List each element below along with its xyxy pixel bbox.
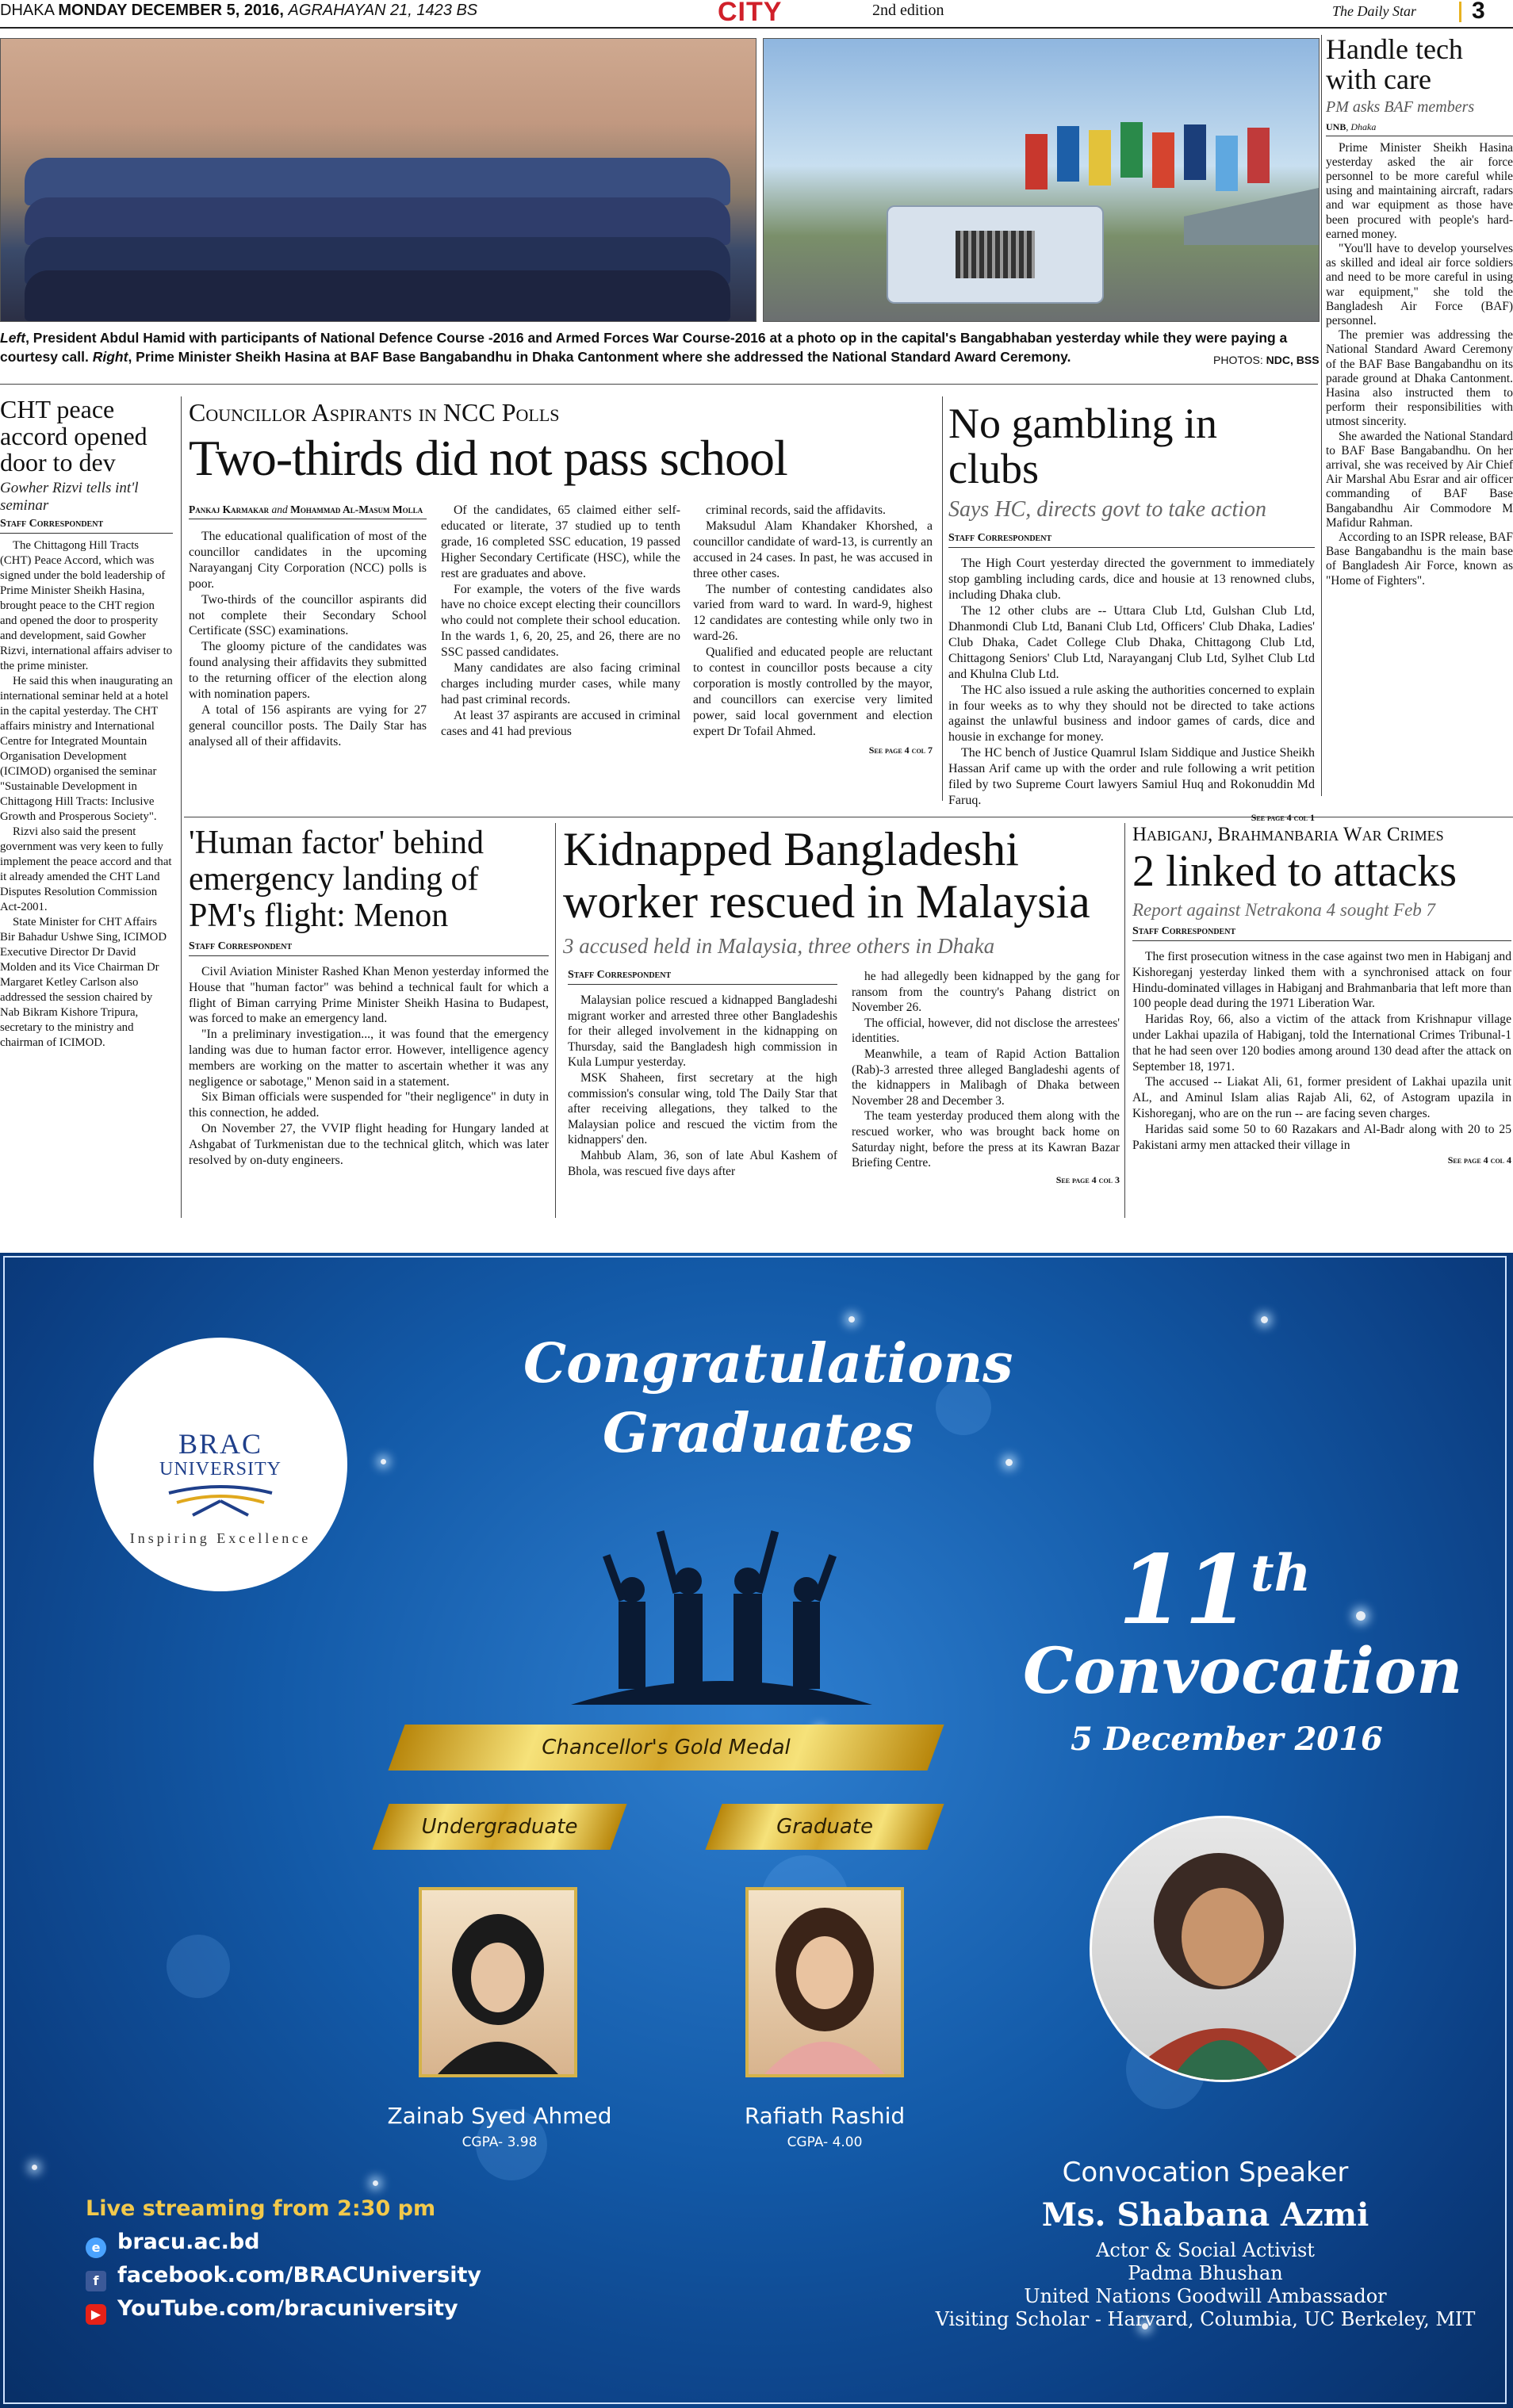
article-headline: Handle tech with care xyxy=(1326,33,1463,95)
facebook-icon: f xyxy=(86,2271,106,2291)
article-byline: Staff Correspondent xyxy=(1132,925,1511,941)
paragraph: Mahbub Alam, 36, son of late Abul Kashem of Bhola, was rescued five days after xyxy=(568,1148,837,1178)
article-subhead: Gowher Rizvi tells int'l seminar xyxy=(0,479,139,514)
caption-left-label: Left xyxy=(0,330,26,346)
live-streaming-text: Live streaming from 2:30 pm xyxy=(86,2196,436,2221)
article-headline: No gambling in clubs xyxy=(948,400,1217,492)
article-gambling xyxy=(948,401,1315,824)
paragraph: The 12 other clubs are -- Uttara Club Ltd, Gulshan Club Ltd, Dhanmondi Club Ltd, Banani Club Ltd, Officers' Club Dhaka, Ladies' Club Dhaka, Cadet College Club Dhaka, Chittagong Club Ltd, Chittagong Seniors' Club Ltd, Narayanganj Club Ltd, Sylhet Club Ltd and Khulna Club Ltd. xyxy=(948,604,1315,681)
issue-date: MONDAY DECEMBER 5, 2016, xyxy=(58,2,284,19)
caption-right-label: Right xyxy=(92,349,128,365)
article-byline: Staff Correspondent xyxy=(189,940,549,956)
flag xyxy=(1089,130,1111,186)
credit-label: PHOTOS: xyxy=(1213,354,1263,366)
paragraph: Malaysian police rescued a kidnapped Bangladeshi migrant worker and arrested three other Bangladeshis for their alleged involvement in the kidnapping on Thursday, said the Bangladesh high commission in Kula Lumpur yesterday. xyxy=(568,993,837,1070)
byline-location: Dhaka xyxy=(1350,121,1377,132)
article-headline: CHT peace accord opened door to dev xyxy=(0,395,147,477)
aircraft xyxy=(1184,174,1319,245)
paragraph: Qualified and educated people are reluctant to contest in councillor posts because a city corporation is mostly controlled by the mayor, and councillors can exercise very limited power, said local government and election expert Dr Tofail Ahmed. xyxy=(693,645,933,738)
byline-and: and xyxy=(271,503,288,515)
ordinal-suffix: th xyxy=(1251,1544,1312,1603)
paragraph: he had allegedly been kidnapped by the gang for ransom from the country's Pahang district on November 26. xyxy=(852,970,1120,1015)
paper-logo: The Daily Star xyxy=(1332,3,1416,19)
ncc-column-1 xyxy=(189,503,427,750)
paragraph: Haridas Roy, 66, also a victim of the attack from Krishnapur village under Lakhai upazila of Habiganj, told the International Crimes Tribunal-1 that he had seen over 120 bodies among around 130 dead after the attack on September 18, 1971. xyxy=(1132,1013,1511,1074)
jump-line[interactable]: See page 4 col 3 xyxy=(1055,1173,1120,1185)
city-dateline: DHAKA xyxy=(0,2,54,19)
ad-headline: Congratulations xyxy=(523,1332,1013,1395)
paragraph: "In a preliminary investigation..., it was found that the emergency landing was due to human factor error. However, intelligence agency members are working on the matter to ascertain whether it was any negligence or sabotage," Menon said in a statement. xyxy=(189,1028,549,1089)
paragraph: The High Court yesterday directed the government to immediately stop gambling including cards, dice and housie at 13 renowned clubs, including Dhaka club. xyxy=(948,557,1315,603)
graduate-2-cgpa: CGPA- 4.00 xyxy=(787,2134,863,2150)
jump-line[interactable]: See page 4 col 1 xyxy=(1251,811,1315,823)
youtube-icon: ▶ xyxy=(86,2304,106,2325)
graduate-label: Graduate xyxy=(776,1815,873,1839)
speaker-title: United Nations Goodwill Ambassador xyxy=(1024,2285,1387,2307)
paragraph: Maksudul Alam Khandaker Khorshed, a councillor candidate of ward-13, is currently an accused in 24 cases. In past, he was accused in three other cases. xyxy=(693,519,933,580)
article-malaysia xyxy=(563,823,1118,959)
speaker-title: Visiting Scholar - Harvard, Columbia, UC Berkeley, MIT xyxy=(935,2308,1476,2330)
paragraph: MSK Shaheen, first secretary at the high commission's consular wing, told The Daily Star that after receiving allegations, they talked to the Malaysian police and rescued the victim from the kidnappers' den. xyxy=(568,1070,837,1147)
graduate-1-name: Zainab Syed Ahmed xyxy=(387,2103,612,2129)
paragraph: The Chittagong Hill Tracts (CHT) Peace Accord, which was signed under the bold leadership of Prime Minister Sheikh Hasina, brought peace to the CHT region and opened the door to prosperity and development, said Gowher Rizvi, international affairs adviser to the prime minister. xyxy=(0,538,173,672)
paragraph: "You'll have to develop yourselves as skilled and ideal air force soldiers and need to be more careful in using war equipment," she told the Bangladesh Air Force (BAF) personnel. xyxy=(1326,242,1513,328)
article-ncc xyxy=(189,400,934,484)
article-byline: Staff Correspondent xyxy=(0,518,173,534)
byline-agency: UNB xyxy=(1326,121,1346,132)
paragraph: The number of contesting candidates also varied from ward to ward. In ward-9, highest 12 candidates are contesting while only two in ward-26. xyxy=(693,582,933,644)
logo-wordmark: BRAC xyxy=(178,1428,263,1460)
flag xyxy=(1025,134,1048,190)
parade-photo xyxy=(763,38,1320,322)
speaker-label: Convocation Speaker xyxy=(1062,2157,1349,2188)
photo-credit xyxy=(1213,354,1320,366)
paragraph: Civil Aviation Minister Rashed Khan Menon yesterday informed the House that "human factor" was behind a technical fault for which a flight of Biman carrying Prime Minister Sheikh Hasina to Budapest, was forced to make an emergency land. xyxy=(189,965,549,1026)
article-byline: Staff Correspondent xyxy=(568,969,837,985)
article-headline: Kidnapped Bangladeshi worker rescued in Malaysia xyxy=(563,823,1090,928)
article-body xyxy=(1326,141,1513,588)
section-name: CITY xyxy=(718,0,783,27)
paragraph: The HC bench of Justice Quamrul Islam Siddique and Justice Sheikh Hassan Arif came up with the order and rule following a writ petition filed by two Supreme Court lawyers Samiul Huq and Rokonuddin Md Faruq. xyxy=(948,746,1315,807)
convocation-date: 5 December 2016 xyxy=(1071,1721,1383,1758)
paragraph: Two-thirds of the councillor aspirants did not complete their Secondary School Certificate (SSC) examinations. xyxy=(189,592,427,638)
divider xyxy=(555,823,556,1218)
article-subhead: Report against Netrakona 4 sought Feb 7 xyxy=(1132,900,1436,921)
dateline xyxy=(0,2,477,20)
article-war-crimes xyxy=(1132,825,1511,1166)
parade-jeep xyxy=(887,205,1104,304)
paragraph: The premier was addressing the National Standard Award Ceremony of the BAF Base Bangabandhu on its parade ground at Dhaka Cantonment. Hasina also instructed them to perform their responsibilities with utmost sincerity. xyxy=(1326,328,1513,429)
divider xyxy=(1321,35,1322,796)
paragraph: The HC also issued a rule asking the authorities concerned to explain in four weeks as to why they should not be directed to take actions against the unlawful business and indoor games of cards, dice and housie in exchange for money. xyxy=(948,683,1315,745)
paragraph: State Minister for CHT Affairs Bir Bahadur Ushwe Sing, ICIMOD Executive Director Dr David Molden and its Vice Chairman Dr Margaret Ketley Carlson also addressed the session chaired by Nab Bikram Kishore Tripura, secretary to the ministry and chairman of ICIMOD. xyxy=(0,915,167,1049)
flag xyxy=(1120,122,1143,178)
article-byline: UNB, Dhaka xyxy=(1326,121,1513,136)
article-handle-tech xyxy=(1326,35,1513,588)
byline-author: Pankaj Karmakar xyxy=(189,503,270,515)
paragraph: Meanwhile, a team of Rapid Action Battalion (Rab)-3 arrested three alleged Bangladeshi agents of the kidnappers in Malibagh of Dhaka between November 28 and December 3. xyxy=(852,1047,1120,1108)
page-number: 3 xyxy=(1472,0,1485,24)
malaysia-column-2 xyxy=(852,969,1120,1188)
article-body xyxy=(189,529,427,750)
paragraph: The official, however, did not disclose the arrestees' identities. xyxy=(852,1016,1120,1046)
article-headline: Two-thirds did not pass school xyxy=(189,429,787,486)
speaker-name: Ms. Shabana Azmi xyxy=(1041,2196,1369,2234)
paragraph: On November 27, the VVIP flight heading for Hungary landed at Ashgabat of Turkmenistan due to the technical glitch, which was later resolved by on-duty engineers. xyxy=(189,1121,549,1167)
article-byline xyxy=(189,503,427,519)
paragraph: Many candidates are also facing criminal charges including murder cases, while many had past criminal records. xyxy=(441,661,680,706)
paragraph: The team yesterday produced them along with the rescued worker, who was brought back home on Saturday night, before the press at its Kawran Bazar Briefing Centre. xyxy=(852,1109,1120,1170)
paragraph: At least 37 aspirants are accused in criminal cases and 41 had previous xyxy=(441,708,680,738)
credit-source: NDC, BSS xyxy=(1266,354,1320,366)
paragraph: According to an ISPR release, BAF Base Bangabandhu is the main base of Bangladesh Air Force, known as "Home of Fighters". xyxy=(1326,530,1513,588)
divider xyxy=(0,384,1318,385)
facebook-url: facebook.com/BRACUniversity xyxy=(117,2263,482,2287)
flag xyxy=(1247,128,1270,183)
ncc-column-3 xyxy=(693,503,933,759)
divider xyxy=(181,396,182,1218)
graduate-1-cgpa: CGPA- 3.98 xyxy=(462,2134,538,2150)
paragraph: The first prosecution witness in the case against two men in Habiganj and Kishoreganj yesterday linked them with a synchronised attack on four Hindu-dominated villages in Habiganj and Brahmanbaria that left more than 100 people dead during the 1971 Liberation War. xyxy=(1132,950,1511,1011)
masthead-divider xyxy=(1459,2,1461,22)
speaker-title: Padma Bhushan xyxy=(1128,2262,1283,2284)
convocation-ordinal: 11 xyxy=(1118,1534,1251,1646)
photo-row-seated xyxy=(25,270,730,321)
logo-tagline: Inspiring Excellence xyxy=(129,1530,312,1546)
flag xyxy=(1152,132,1174,188)
flag xyxy=(1057,126,1079,182)
paragraph: The educational qualification of most of the councillor candidates in the upcoming Narayanganj City Corporation (NCC) polls is poor. xyxy=(189,530,427,591)
article-menon xyxy=(189,825,549,1168)
paragraph: Six Biman officials were suspended for "their negligence" in duty in this connection, he added. xyxy=(189,1090,549,1120)
convocation-title: Convocation xyxy=(1023,1633,1463,1708)
youtube-url: YouTube.com/bracuniversity xyxy=(117,2296,458,2321)
caption-right-text: , Prime Minister Sheikh Hasina at BAF Base Bangabandhu in Dhaka Cantonment where she addressed the National Standard Award Ceremony. xyxy=(128,349,1071,365)
paragraph: Prime Minister Sheikh Hasina yesterday asked the air force personnel to be more careful while using and maintaining aircraft, radars and war equipment as those have been procured with people's hard-earned money. xyxy=(1326,140,1513,241)
bangla-date: AGRAHAYAN 21, 1423 BS xyxy=(288,2,478,19)
paragraph: A total of 156 aspirants are vying for 27 general councillor posts. The Daily Star has analysed all of their affidavits. xyxy=(189,702,427,748)
article-headline: 2 linked to attacks xyxy=(1132,847,1457,897)
medal-title: Chancellor's Gold Medal xyxy=(542,1736,791,1759)
paragraph: Haridas said some 50 to 60 Razakars and Al-Badr along with 20 to 25 Pakistani army men attacked their village in xyxy=(1132,1122,1511,1152)
article-kicker: Councillor Aspirants in NCC Polls xyxy=(189,398,560,427)
jeep-grille xyxy=(956,231,1035,278)
photo-caption xyxy=(0,328,1318,366)
jump-line[interactable]: See page 4 col 7 xyxy=(868,744,933,756)
globe-icon: e xyxy=(86,2238,106,2258)
paragraph: Of the candidates, 65 claimed either self-educated or literate, 37 studied up to tenth grade, 16 completed SSC education, 19 passed Higher Secondary Certificate (HSC), while the rest are graduates and above. xyxy=(441,503,680,580)
article-subhead: 3 accused held in Malaysia, three others in Dhaka xyxy=(563,934,995,958)
article-body xyxy=(1132,949,1511,1153)
article-kicker: Habiganj, Brahmanbaria War Crimes xyxy=(1132,824,1444,845)
byline-author: Mohammad Al-Masum Molla xyxy=(290,503,423,515)
article-subhead: PM asks BAF members xyxy=(1326,98,1475,116)
article-body xyxy=(948,556,1315,809)
caption-left-text: , President Abdul Hamid with participants of National Defence Course -2016 and Armed Forces War Course-2016 at a photo op in the capital's Bangabhaban yesterday while they were paying a courtesy call. xyxy=(0,330,1288,365)
article-headline: 'Human factor' behind emergency landing of PM's flight: Menon xyxy=(189,825,485,934)
paragraph: The gloomy picture of the candidates was found analysing their affidavits they submitted to the returning officer of the election along with nomination papers. xyxy=(189,640,427,702)
malaysia-column-1 xyxy=(568,969,837,1179)
logo-subword: UNIVERSITY xyxy=(159,1459,282,1480)
article-body xyxy=(568,993,837,1179)
divider xyxy=(1124,823,1125,1218)
flag xyxy=(1216,136,1238,191)
article-cht xyxy=(0,396,173,1051)
graduate-2-name: Rafiath Rashid xyxy=(744,2103,906,2129)
edition-label: 2nd edition xyxy=(872,2,944,19)
group-photo xyxy=(0,38,756,322)
paragraph: criminal records, said the affidavits. xyxy=(706,503,886,517)
masthead xyxy=(0,0,1513,29)
paragraph: She awarded the National Standard to BAF Base Bangabandhu. On her arrival, she was received by Air Chief Air Marshal Abu Esrar and air officer commanding of BAF Base Bangabandhu Air Commodore M Mafidur Rahman. xyxy=(1326,429,1513,530)
paragraph: Rizvi also said the present government was very keen to fully implement the peace accord and that it already amended the CHT Land Disputes Resolution Commission Act-2001. xyxy=(0,825,172,913)
article-body xyxy=(0,538,173,1051)
speaker-title: Actor & Social Activist xyxy=(1096,2239,1315,2261)
ncc-column-2 xyxy=(441,503,680,740)
jump-line[interactable]: See page 4 col 4 xyxy=(1447,1154,1511,1166)
divider xyxy=(942,396,943,801)
ad-subheadline: Graduates xyxy=(603,1402,914,1465)
ad-border xyxy=(3,1256,1507,2404)
article-body xyxy=(189,964,549,1168)
paragraph: The accused -- Liakat Ali, 61, former president of Lakhai upazila unit AL, and Aminul Islam alias Rajab Ali, 62, of Astogram upazila in Kishoreganj, who are on the run -- are facing seven charges. xyxy=(1132,1075,1511,1121)
article-byline: Staff Correspondent xyxy=(948,532,1315,548)
paragraph: For example, the voters of the five wards have no choice except electing their councillors who could not complete their school education. In the wards 1, 6, 20, 25, and 26, there are no SSC passed candidates. xyxy=(441,582,680,660)
flag xyxy=(1184,124,1206,180)
article-subhead: Says HC, directs govt to take action xyxy=(948,497,1266,523)
paragraph: He said this when inaugurating an international seminar held at a hotel in the capital yesterday. The CHT affairs ministry and International Centre for Integrated Mountain Organisation Development (ICIMOD) organised the seminar "Sustainable Development in Chittagong Hill Tracts: Inclusive Growth and Prosperous Society". xyxy=(0,674,173,823)
website-url: bracu.ac.bd xyxy=(117,2230,260,2254)
undergraduate-label: Undergraduate xyxy=(421,1815,578,1839)
